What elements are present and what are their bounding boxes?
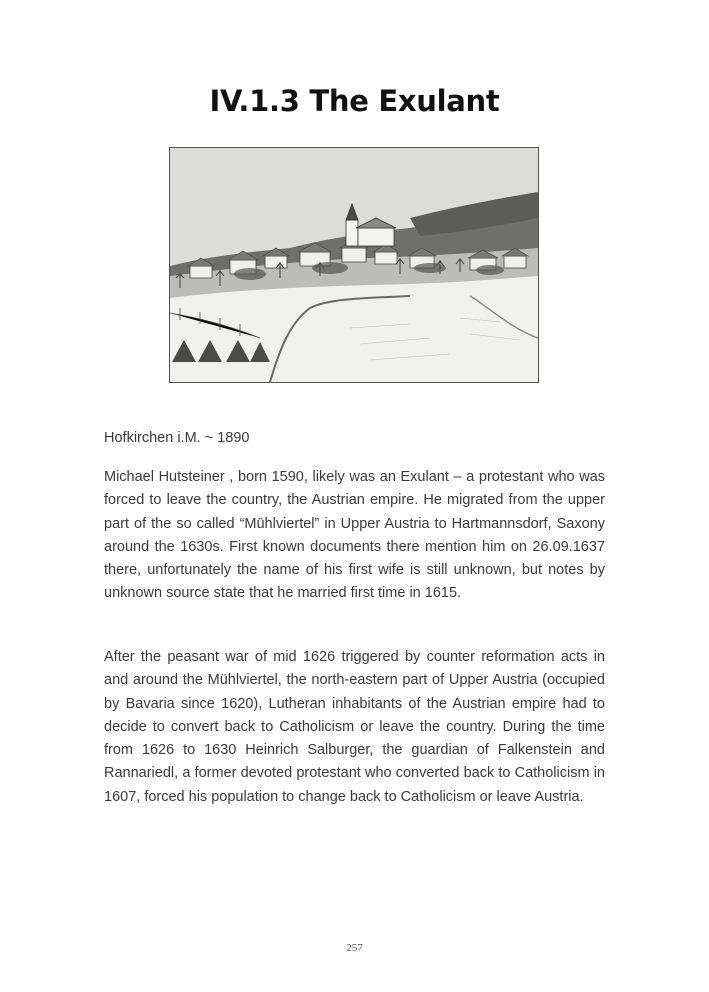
page-title: IV.1.3 The Exulant <box>209 84 500 118</box>
figure-caption: Hofkirchen i.M. ~ 1890 <box>104 430 250 446</box>
page-number: 257 <box>346 942 363 954</box>
village-sketch-image <box>169 147 539 383</box>
body-paragraph: After the peasant war of mid 1626 triggered by counter reformation acts in and around the Mühlviertel, the north-eastern part of Upper Austria (occupied by Bavaria since 1620), Lutheran inhabitants of the Austrian empire had to decide to convert back to Catholicism or leave the country. During the time from 1626 to 1630 Heinrich Salburger, the guardian of Falkenstein and Rannariedl, a former devoted protestant who converted back to Catholicism in 1607, forced his population to change back to Catholicism or leave Austria. <box>104 649 605 805</box>
body-paragraph: Michael Hutsteiner , born 1590, likely was an Exulant – a protestant who was forced to leave the country, the Austrian empire. He migrated from the upper part of the so called “Mühlviertel” in Upper Austria to Hartmannsdorf, Saxony around the 1630s. First known documents there mention him on 26.09.1637 there, unfortunately the name of his first wife is still unknown, but notes by unknown source state that he married first time in 1615. <box>104 469 605 602</box>
